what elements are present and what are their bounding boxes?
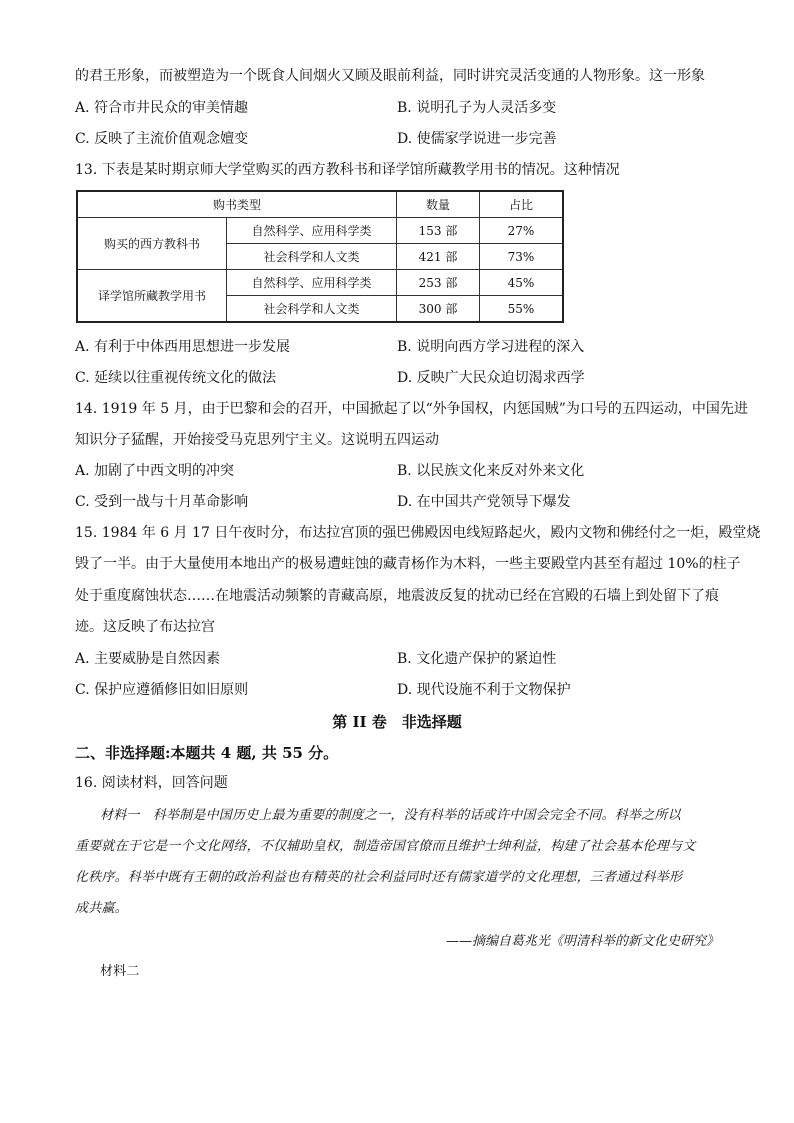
category-cell: 自然科学、应用科学类 bbox=[227, 218, 397, 244]
material-one-line-1: 材料一 科举制是中国历史上最为重要的制度之一，没有科举的话或许中国会完全不同。科举之所以 bbox=[100, 808, 681, 823]
q14-stem-line-1: 14. 1919 年 5 月，由于巴黎和会的召开，中国掀起了以“外争国权，内惩国贼”为口号的五四运动，中国先进 bbox=[75, 401, 748, 417]
percent-cell: 55% bbox=[480, 296, 564, 323]
q13-option-d: D. 反映广大民众迫切渴求西学 bbox=[397, 370, 585, 386]
quantity-cell: 253 部 bbox=[397, 270, 480, 296]
quantity-cell: 421 部 bbox=[397, 244, 480, 270]
q15-option-d: D. 现代设施不利于文物保护 bbox=[397, 682, 571, 698]
q15-stem-line-1: 15. 1984 年 6 月 17 日午夜时分，布达拉宫顶的强巴佛殿因电线短路起火，殿内文物和佛经付之一炬，殿堂烧 bbox=[75, 525, 761, 541]
part-two-title: 第 II 卷 非选择题 bbox=[332, 713, 462, 731]
q14-option-c: C. 受到一战与十月革命影响 bbox=[75, 494, 249, 510]
header-type: 购书类型 bbox=[77, 191, 397, 218]
q14-option-d: D. 在中国共产党领导下爆发 bbox=[397, 494, 571, 510]
category-cell: 自然科学、应用科学类 bbox=[227, 270, 397, 296]
q16-stem: 16. 阅读材料，回答问题 bbox=[75, 775, 228, 791]
q14-stem-line-2: 知识分子猛醒，开始接受马克思列宁主义。这说明五四运动 bbox=[75, 432, 439, 448]
q12-option-c: C. 反映了主流价值观念嬗变 bbox=[75, 131, 249, 147]
material-one-line-4: 成共赢。 bbox=[75, 901, 128, 916]
q12-option-b: B. 说明孔子为人灵活多变 bbox=[397, 100, 557, 116]
group-name: 购买的西方教科书 bbox=[77, 218, 227, 270]
q15-option-b: B. 文化遗产保护的紧迫性 bbox=[397, 651, 557, 667]
material-one-source: ——摘编自葛兆光《明清科举的新文化史研究》 bbox=[445, 934, 719, 949]
q14-option-b: B. 以民族文化来反对外来文化 bbox=[397, 463, 585, 479]
table-header-row bbox=[77, 191, 563, 218]
percent-cell: 27% bbox=[480, 218, 564, 244]
q13-option-b: B. 说明向西方学习进程的深入 bbox=[397, 339, 585, 355]
header-percent: 占比 bbox=[480, 191, 564, 218]
q14-option-a: A. 加剧了中西文明的冲突 bbox=[75, 463, 235, 479]
table-row bbox=[77, 218, 563, 244]
q12-option-a: A. 符合市井民众的审美情趣 bbox=[75, 100, 249, 116]
q13-stem: 13. 下表是某时期京师大学堂购买的西方教科书和译学馆所藏教学用书的情况。这种情况 bbox=[75, 162, 620, 178]
q12-option-d: D. 使儒家学说进一步完善 bbox=[397, 131, 557, 147]
section-two-heading: 二、非选择题:本题共 4 题, 共 55 分。 bbox=[75, 744, 339, 762]
q13-option-c: C. 延续以往重视传统文化的做法 bbox=[75, 370, 277, 386]
percent-cell: 45% bbox=[480, 270, 564, 296]
percent-cell: 73% bbox=[480, 244, 564, 270]
material-one-line-2: 重要就在于它是一个文化网络，不仅辅助皇权，制造帝国官僚而且维护士绅利益，构建了社会基本伦理与文 bbox=[75, 839, 696, 854]
header-quantity: 数量 bbox=[397, 191, 480, 218]
material-one-line-3: 化秩序。科举中既有王朝的政治利益也有精英的社会利益同时还有儒家道学的文化理想，三者通过科举形 bbox=[75, 870, 683, 885]
q15-option-c: C. 保护应遵循修旧如旧原则 bbox=[75, 682, 249, 698]
q15-stem-line-3: 处于重度腐蚀状态……在地震活动频繁的青藏高原，地震波反复的扰动已经在宫殿的石墙上到处留下了痕 bbox=[75, 588, 719, 604]
table-row bbox=[77, 270, 563, 296]
quantity-cell: 300 部 bbox=[397, 296, 480, 323]
category-cell: 社会科学和人文类 bbox=[227, 296, 397, 323]
book-purchase-table bbox=[76, 190, 564, 323]
q15-stem-line-2: 毁了一半。由于大量使用本地出产的极易遭蛀蚀的藏青杨作为木料，一些主要殿堂内甚至有超过 10%的柱子 bbox=[75, 556, 741, 572]
q13-option-a: A. 有利于中体西用思想进一步发展 bbox=[75, 339, 291, 355]
category-cell: 社会科学和人文类 bbox=[227, 244, 397, 270]
material-two-label: 材料二 bbox=[100, 964, 140, 979]
quantity-cell: 153 部 bbox=[397, 218, 480, 244]
q12-stem-continued: 的君王形象，而被塑造为一个既食人间烟火又顾及眼前利益，同时讲究灵活变通的人物形象。这一形象 bbox=[75, 68, 705, 84]
q15-option-a: A. 主要威胁是自然因素 bbox=[75, 651, 221, 667]
group-name: 译学馆所藏教学用书 bbox=[77, 270, 227, 323]
q15-stem-line-4: 迹。这反映了布达拉宫 bbox=[75, 619, 215, 635]
